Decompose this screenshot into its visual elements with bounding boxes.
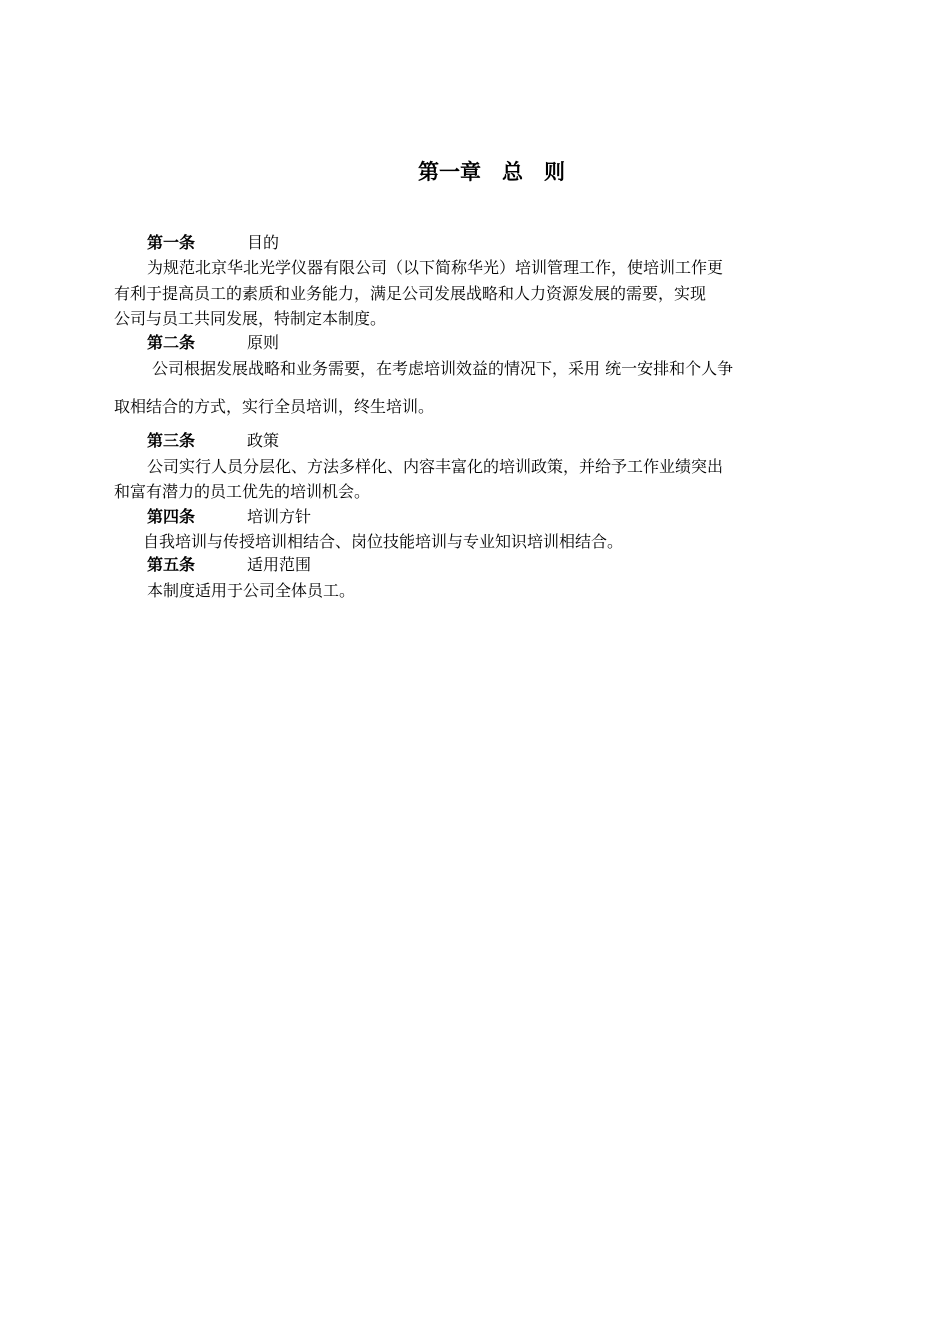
article-text-line: 公司实行人员分层化、方法多样化、内容丰富化的培训政策，并给予工作业绩突出 (147, 457, 724, 476)
article-text-line: 为规范北京华北光学仪器有限公司（以下简称华光）培训管理工作，使培训工作更 (147, 258, 724, 277)
article-number: 第五条 (147, 555, 196, 574)
article-number: 第二条 (147, 333, 196, 352)
article-heading-1 (147, 231, 279, 255)
article-heading-2 (147, 331, 279, 355)
article-heading-3 (147, 429, 279, 453)
article-topic: 适用范围 (247, 555, 312, 574)
article-text-line: 有利于提高员工的素质和业务能力，满足公司发展战略和人力资源发展的需要，实现 (114, 284, 707, 303)
article-topic: 培训方针 (247, 507, 312, 526)
article-topic: 原则 (247, 333, 280, 352)
article-text-line: 公司与员工共同发展，特制定本制度。 (114, 309, 387, 328)
article-topic: 政策 (247, 431, 280, 450)
article-text-line: 和富有潜力的员工优先的培训机会。 (114, 482, 371, 501)
article-text-line: 取相结合的方式，实行全员培训，终生培训。 (114, 397, 435, 416)
article-number: 第三条 (147, 431, 196, 450)
article-text-line: 公司根据发展战略和业务需要，在考虑培训效益的情况下，采用 统一安排和个人争 (152, 359, 734, 378)
article-heading-5 (147, 553, 311, 577)
article-topic: 目的 (247, 233, 280, 252)
article-heading-4 (147, 505, 311, 529)
article-number: 第四条 (147, 507, 196, 526)
article-text-line: 本制度适用于公司全体员工。 (147, 581, 356, 600)
article-number: 第一条 (147, 233, 196, 252)
article-text-line: 自我培训与传授培训相结合、岗位技能培训与专业知识培训相结合。 (143, 532, 624, 551)
chapter-title: 第一章 总 则 (418, 160, 565, 184)
